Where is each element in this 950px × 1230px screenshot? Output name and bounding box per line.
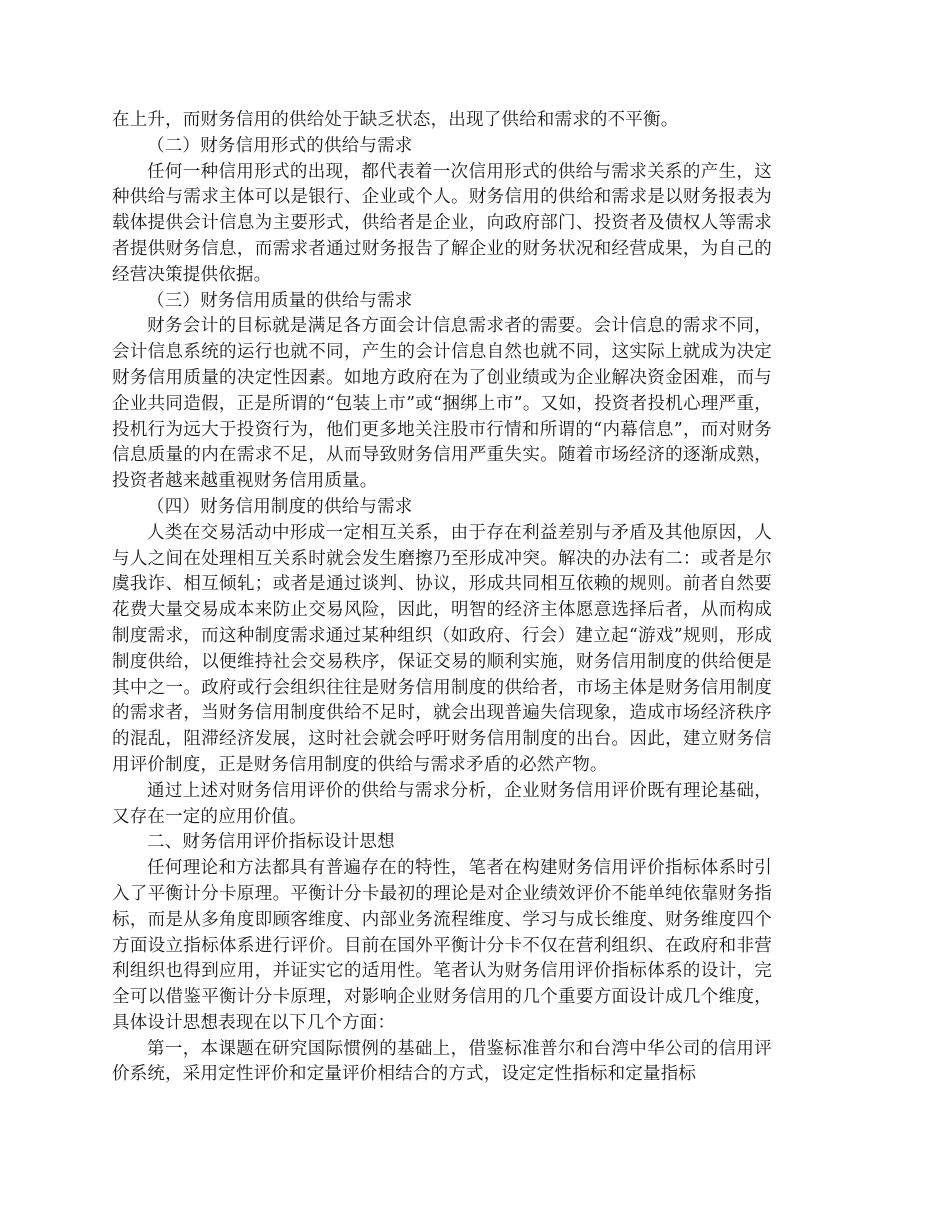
section-heading-system: （四）财务信用制度的供给与需求 bbox=[147, 496, 413, 517]
paragraph-form: 任何一种信用形式的出现，都代表着一次信用形式的供给与需求关系的产生，这种供给与需求主体可以是银行、企业或个人。财务信用的供给和需求是以财务报表为载体提供会计信息为主要形式，供给者是企业，向政府部门、投资者及债权人等需求者提供财务信息，而需求者通过财务报告了解企业的财务状况和经营成果，为自己的经营决策提供依据。 bbox=[112, 161, 772, 285]
paragraph-quality: 财务会计的目标就是满足各方面会计信息需求者的需要。会计信息的需求不同，会计信息系统的运行也就不同，产生的会计信息自然也就不同，这实际上就成为决定财务信用质量的决定性因素。如地方政府在为了创业绩或为企业解决资金困难，而与企业共同造假，正是所谓的“包装上市”或“捆绑上市”。又如，投资者投机心理严重，投机行为远大于投资行为，他们更多地关注股市行情和所谓的“内幕信息”，而对财务信息质量的内在需求不足，从而导致财务信用严重失实。随着市场经济的逐渐成熟，投资者越来越重视财务信用质量。 bbox=[112, 316, 772, 492]
paragraph-system: 人类在交易活动中形成一定相互关系，由于存在利益差别与矛盾及其他原因，人与人之间在处理相互关系时就会发生磨擦乃至形成冲突。解决的办法有二：或者是尔虞我诈、相互倾轧；或者是通过谈判、协议，形成共同相互依赖的规则。前者自然要花费大量交易成本来防止交易风险，因此，明智的经济主体愿意选择后者，从而构成制度需求，而这种制度需求通过某种组织（如政府、行会）建立起“游戏”规则，形成制度供给，以便维持社会交易秩序，保证交易的顺利实施，财务信用制度的供给便是其中之一。政府或行会组织往往是财务信用制度的供给者，市场主体是财务信用制度的需求者，当财务信用制度供给不足时，就会出现普遍失信现象，造成市场经济秩序的混乱，阻滞经济发展，这时社会就会呼吁财务信用制度的出台。因此，建立财务信用评价制度，正是财务信用制度的供给与需求矛盾的必然产物。 bbox=[112, 522, 772, 775]
section-heading-design: 二、财务信用评价指标设计思想 bbox=[147, 832, 395, 853]
paragraph-supply-imbalance: 在上升，而财务信用的供给处于缺乏状态，出现了供给和需求的不平衡。 bbox=[112, 110, 679, 130]
section-heading-quality: （三）财务信用质量的供给与需求 bbox=[147, 290, 413, 311]
document-body bbox=[112, 108, 772, 1088]
paragraph-summary: 通过上述对财务信用评价的供给与需求分析，企业财务信用评价既有理论基础，又存在一定的应用价值。 bbox=[112, 780, 772, 827]
paragraph-first-point: 第一，本课题在研究国际惯例的基础上，借鉴标准普尔和台湾中华公司的信用评价系统，采用定性评价和定量评价相结合的方式，设定定性指标和定量指标 bbox=[112, 1038, 772, 1085]
section-heading-form: （二）财务信用形式的供给与需求 bbox=[147, 135, 413, 156]
paragraph-design: 任何理论和方法都具有普遍存在的特性，笔者在构建财务信用评价指标体系时引入了平衡计分卡原理。平衡计分卡最初的理论是对企业绩效评价不能单纯依靠财务指标，而是从多角度即顾客维度、内部业务流程维度、学习与成长维度、财务维度四个方面设立指标体系进行评价。目前在国外平衡计分卡不仅在营利组织、在政府和非营利组织也得到应用，并证实它的适用性。笔者认为财务信用评价指标体系的设计，完全可以借鉴平衡计分卡原理，对影响企业财务信用的几个重要方面设计成几个维度，具体设计思想表现在以下几个方面： bbox=[112, 858, 772, 1033]
